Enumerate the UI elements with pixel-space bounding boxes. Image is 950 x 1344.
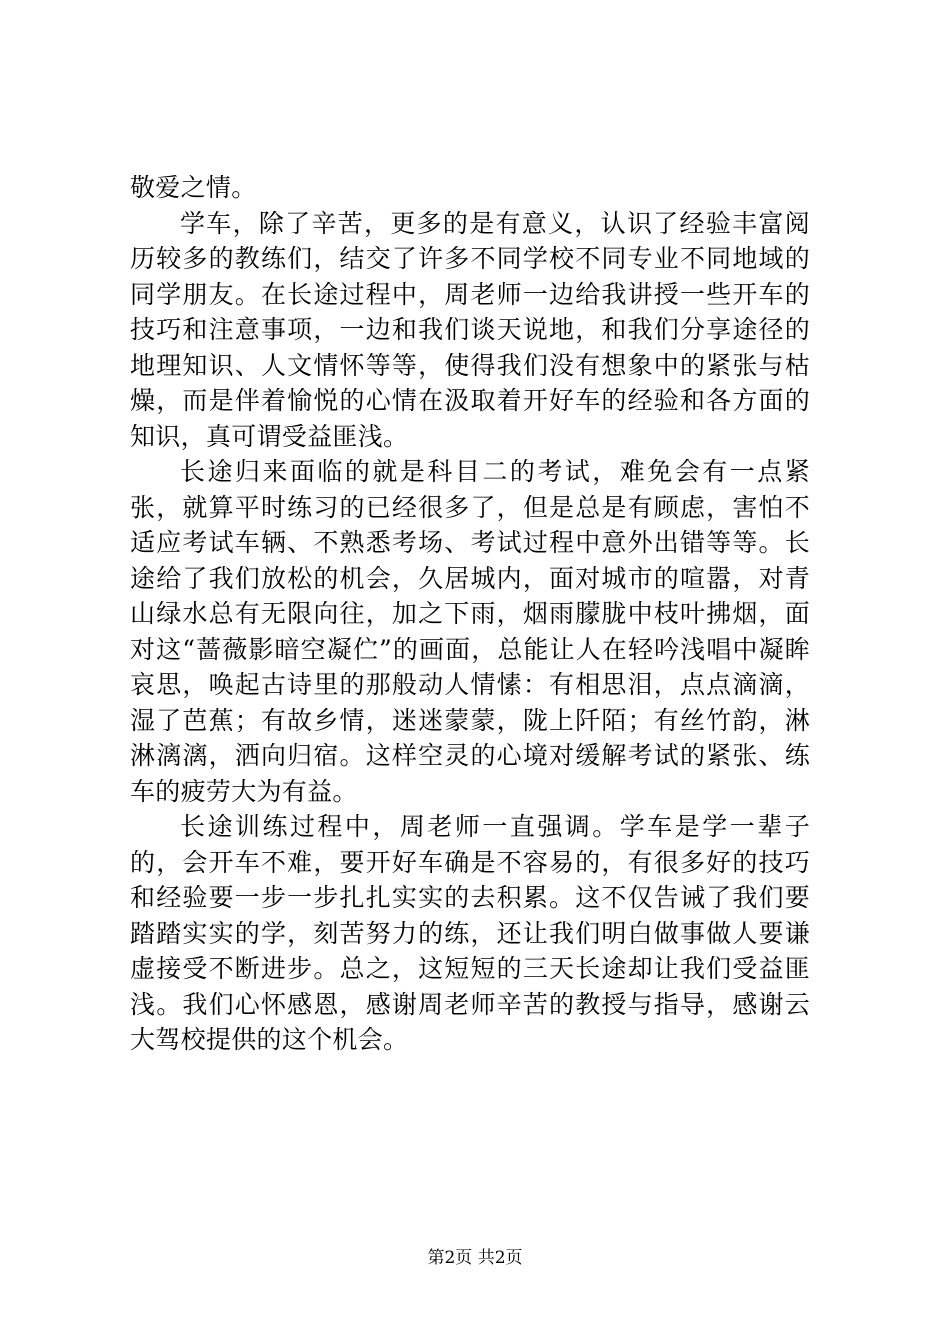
paragraph-continuation: 敬爱之情。 — [130, 173, 257, 202]
paragraph-gratitude: 长途训练过程中，周老师一直强调。学车是学一辈子的，会开车不难，要开好车确是不容易的，有很多好的技巧和经验要一步一步扎扎实实的去积累。这不仅告诫了我们要踏踏实实的学，刻苦努力的练，还让我们明白做事做人要谦虚接受不断进步。总之，这短短的三天长途却让我们受益匪浅。我们心怀感恩，感谢周老师辛苦的教授与指导，感谢云大驾校提供的这个机会。 — [130, 812, 810, 1054]
paragraph-learning-meaning: 学车，除了辛苦，更多的是有意义，认识了经验丰富阅历较多的教练们，结交了许多不同学校不同专业不同地域的同学朋友。在长途过程中，周老师一边给我讲授一些开车的技巧和注意事项，一边和我们谈天说地，和我们分享途径的地理知识、人文情怀等等，使得我们没有想象中的紧张与枯燥，而是伴着愉悦的心情在汲取着开好车的经验和各方面的知识，真可谓受益匪浅。 — [130, 208, 810, 451]
document-body — [130, 170, 810, 1058]
paragraph-exam-relaxation: 长途归来面临的就是科目二的考试，难免会有一点紧张，就算平时练习的已经很多了，但是总是有顾虑，害怕不适应考试车辆、不熟悉考场、考试过程中意外出错等等。长途给了我们放松的机会，久居城内，面对城市的喧嚣，对青山绿水总有无限向往，加之下雨，烟雨朦胧中枝叶拂烟，面对这“蔷薇影暗空凝伫”的画面，总能让人在轻吟浅唱中凝眸哀思，唤起古诗里的那般动人情愫：有相思泪，点点滴滴，湿了芭蕉；有故乡情，迷迷蒙蒙，陇上阡陌；有丝竹韵，淋淋漓漓，洒向归宿。这样空灵的心境对缓解考试的紧张、练车的疲劳大为有益。 — [130, 457, 810, 806]
page-number-footer: 第2页 共2页 — [427, 1248, 523, 1268]
